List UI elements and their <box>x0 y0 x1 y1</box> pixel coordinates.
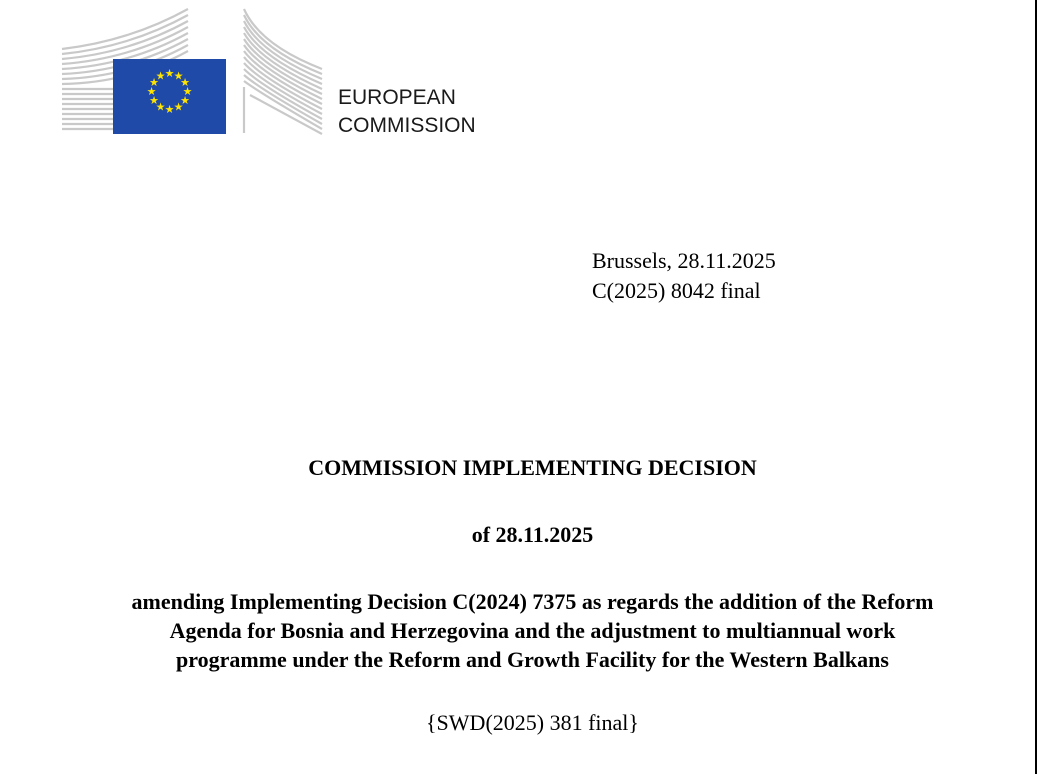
svg-text:★: ★ <box>155 69 166 83</box>
svg-text:★: ★ <box>155 100 166 114</box>
org-name-line: EUROPEAN <box>338 86 456 109</box>
european-commission-logo <box>60 5 325 135</box>
svg-text:★: ★ <box>164 67 175 80</box>
document-subject <box>40 587 1025 674</box>
document-date: of 28.11.2025 <box>471 522 594 547</box>
document-number: C(2025) 8042 final <box>592 278 761 303</box>
org-name-line: COMMISSION <box>338 114 476 137</box>
subject-line: amending Implementing Decision C(2024) 7375 as regards the addition of the Reform <box>131 589 934 614</box>
subject-line: programme under the Reform and Growth Facility for the Western Balkans <box>176 647 889 672</box>
subject-line: Agenda for Bosnia and Herzegovina and the adjustment to multiannual work <box>169 618 896 643</box>
place-date: Brussels, 28.11.2025 <box>592 248 776 273</box>
document-title: COMMISSION IMPLEMENTING DECISION <box>308 455 757 480</box>
svg-text:★: ★ <box>173 100 184 114</box>
svg-text:★: ★ <box>182 85 193 98</box>
page-edge-divider <box>1035 0 1037 774</box>
svg-text:★: ★ <box>146 85 157 98</box>
svg-text:★: ★ <box>180 76 190 89</box>
reference-block <box>592 246 776 306</box>
related-document-reference: {SWD(2025) 381 final} <box>426 710 639 735</box>
svg-text:★: ★ <box>149 94 159 107</box>
organization-name <box>338 84 476 140</box>
svg-text:★: ★ <box>180 94 190 107</box>
svg-text:★: ★ <box>149 76 159 89</box>
svg-text:★: ★ <box>164 103 175 116</box>
svg-text:★: ★ <box>173 69 184 83</box>
